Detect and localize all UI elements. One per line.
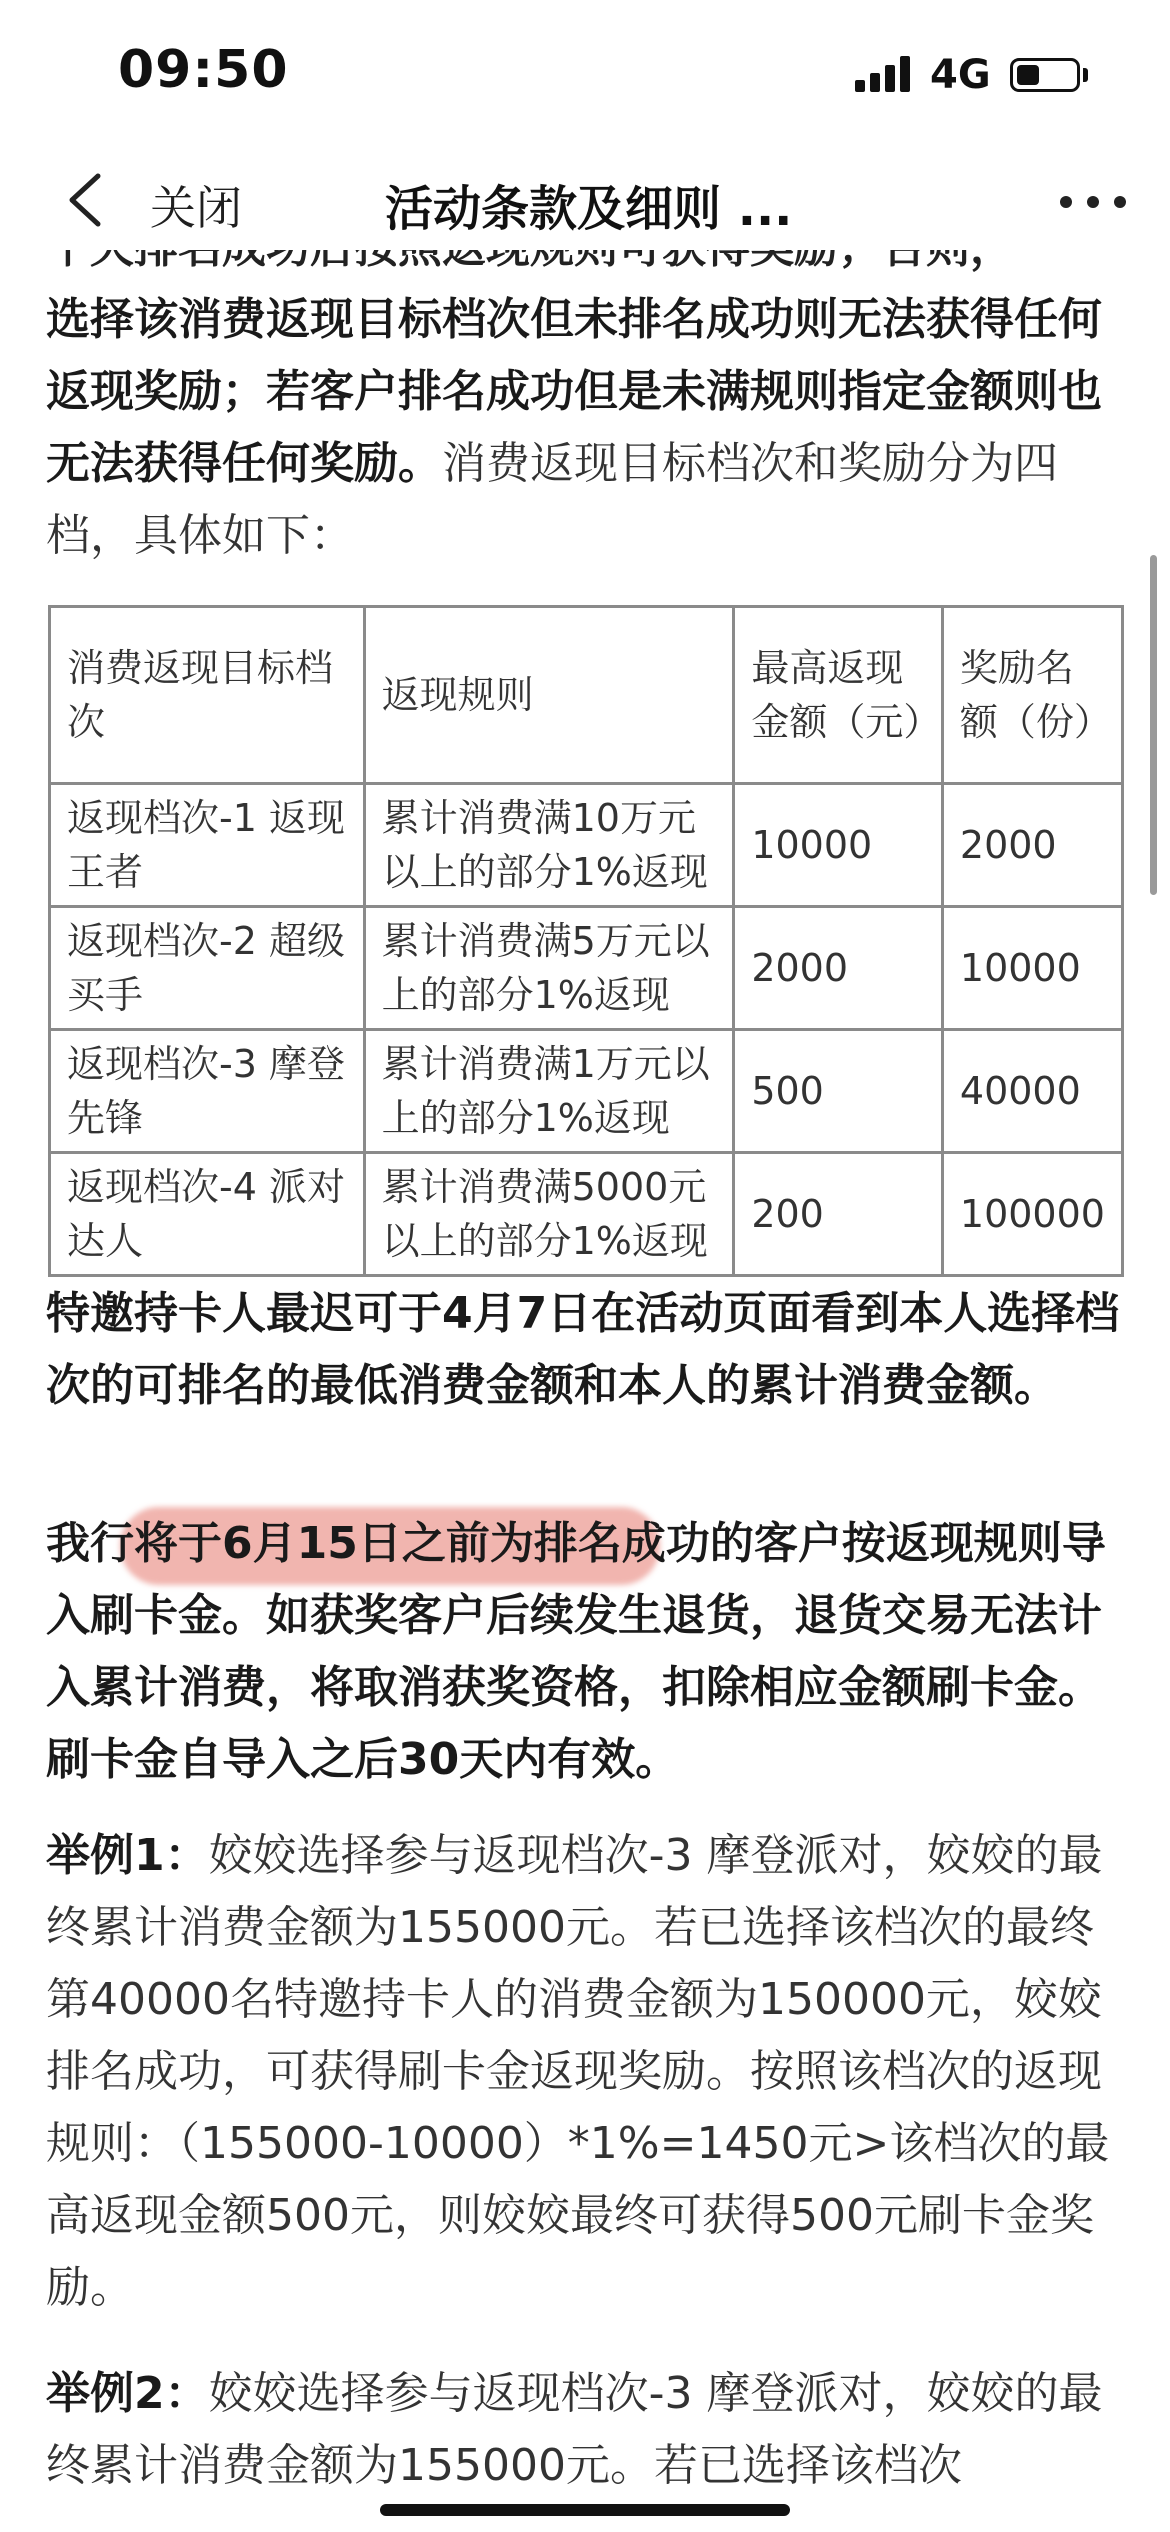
status-time: 09:50	[118, 40, 289, 100]
table-row	[50, 907, 1123, 1030]
cell-quota: 40000	[942, 1030, 1122, 1153]
cell-max-amount: 200	[734, 1153, 943, 1276]
tier-intro-normal: 消费返现目标档次和奖励分为四档，具体如下：	[46, 438, 1058, 561]
table-row	[50, 1030, 1123, 1153]
cell-quota: 2000	[942, 784, 1122, 907]
cell-rule: 累计消费满1万元以上的部分1%返现	[364, 1030, 734, 1153]
back-icon[interactable]	[58, 170, 118, 230]
example2-paragraph	[46, 2358, 1126, 2502]
table-row	[50, 784, 1123, 907]
status-bar	[0, 0, 1170, 150]
cell-max-amount: 2000	[734, 907, 943, 1030]
cell-rule: 累计消费满10万元以上的部分1%返现	[364, 784, 734, 907]
example2-label: 举例2：	[46, 2368, 209, 2419]
table-header-row	[50, 607, 1123, 784]
network-label: 4G	[930, 52, 991, 98]
cell-rule: 累计消费满5万元以上的部分1%返现	[364, 907, 734, 1030]
example2-text: 姣姣选择参与返现档次-3 摩登派对，姣姣的最终累计消费金额为155000元。若已选择该档次	[46, 2368, 1103, 2491]
battery-level	[1017, 65, 1039, 85]
cell-max-amount: 500	[734, 1030, 943, 1153]
example1-label: 举例1：	[46, 1830, 209, 1881]
cell-quota: 100000	[942, 1153, 1122, 1276]
header-tier: 消费返现目标档次	[50, 607, 365, 784]
battery-tip	[1083, 68, 1088, 82]
page-title: 活动条款及细则 ...	[385, 181, 793, 237]
visibility-paragraph: 特邀持卡人最迟可于4月7日在活动页面看到本人选择档次的可排名的最低消费金额和本人的累计消费金额。	[46, 1288, 1120, 1411]
scrollbar[interactable]	[1150, 555, 1157, 895]
tier-intro-paragraph	[46, 284, 1126, 572]
rules-table	[48, 605, 1124, 1277]
cell-tier: 返现档次-2 超级买手	[50, 907, 365, 1030]
tier-intro-bold: 选择该消费返现目标档次但未排名成功则无法获得任何返现奖励；若客户排名成功但是未满规则指定金额则也无法获得任何奖励。	[46, 294, 1102, 489]
signal-icon	[855, 56, 913, 92]
cell-tier: 返现档次-3 摩登先锋	[50, 1030, 365, 1153]
cell-tier: 返现档次-4 派对达人	[50, 1153, 365, 1276]
cell-quota: 10000	[942, 907, 1122, 1030]
nav-bar	[0, 150, 1170, 250]
cell-rule: 累计消费满5000元以上的部分1%返现	[364, 1153, 734, 1276]
example1-text: 姣姣选择参与返现档次-3 摩登派对，姣姣的最终累计消费金额为155000元。若已选择该档次的最终第40000名特邀持卡人的消费金额为150000元，姣姣排名成功，可获得刷卡金返现奖励。按照该档次的返现规则：（155000-10000）*1%=1450元>该档次的最高返现金额500元，则姣姣最终可获得500元刷卡金奖励。	[46, 1830, 1110, 2313]
more-icon[interactable]	[1060, 192, 1130, 212]
home-indicator[interactable]	[380, 2504, 790, 2516]
cashback-paragraph: 我行将于6月15日之前为排名成功的客户按返现规则导入刷卡金。如获奖客户后续发生退货，退货交易无法计入累计消费，将取消获奖资格，扣除相应金额刷卡金。刷卡金自导入之后30天内有效。	[46, 1518, 1106, 1785]
close-button[interactable]: 关闭	[150, 181, 242, 235]
header-quota: 奖励名额（份）	[942, 607, 1122, 784]
header-max-amount: 最高返现金额（元）	[734, 607, 943, 784]
cell-tier: 返现档次-1 返现王者	[50, 784, 365, 907]
header-rule: 返现规则	[364, 607, 734, 784]
cell-max-amount: 10000	[734, 784, 943, 907]
example1-paragraph	[46, 1820, 1126, 2324]
battery-icon	[1010, 58, 1080, 92]
table-row	[50, 1153, 1123, 1276]
terms-content	[0, 250, 1170, 2532]
